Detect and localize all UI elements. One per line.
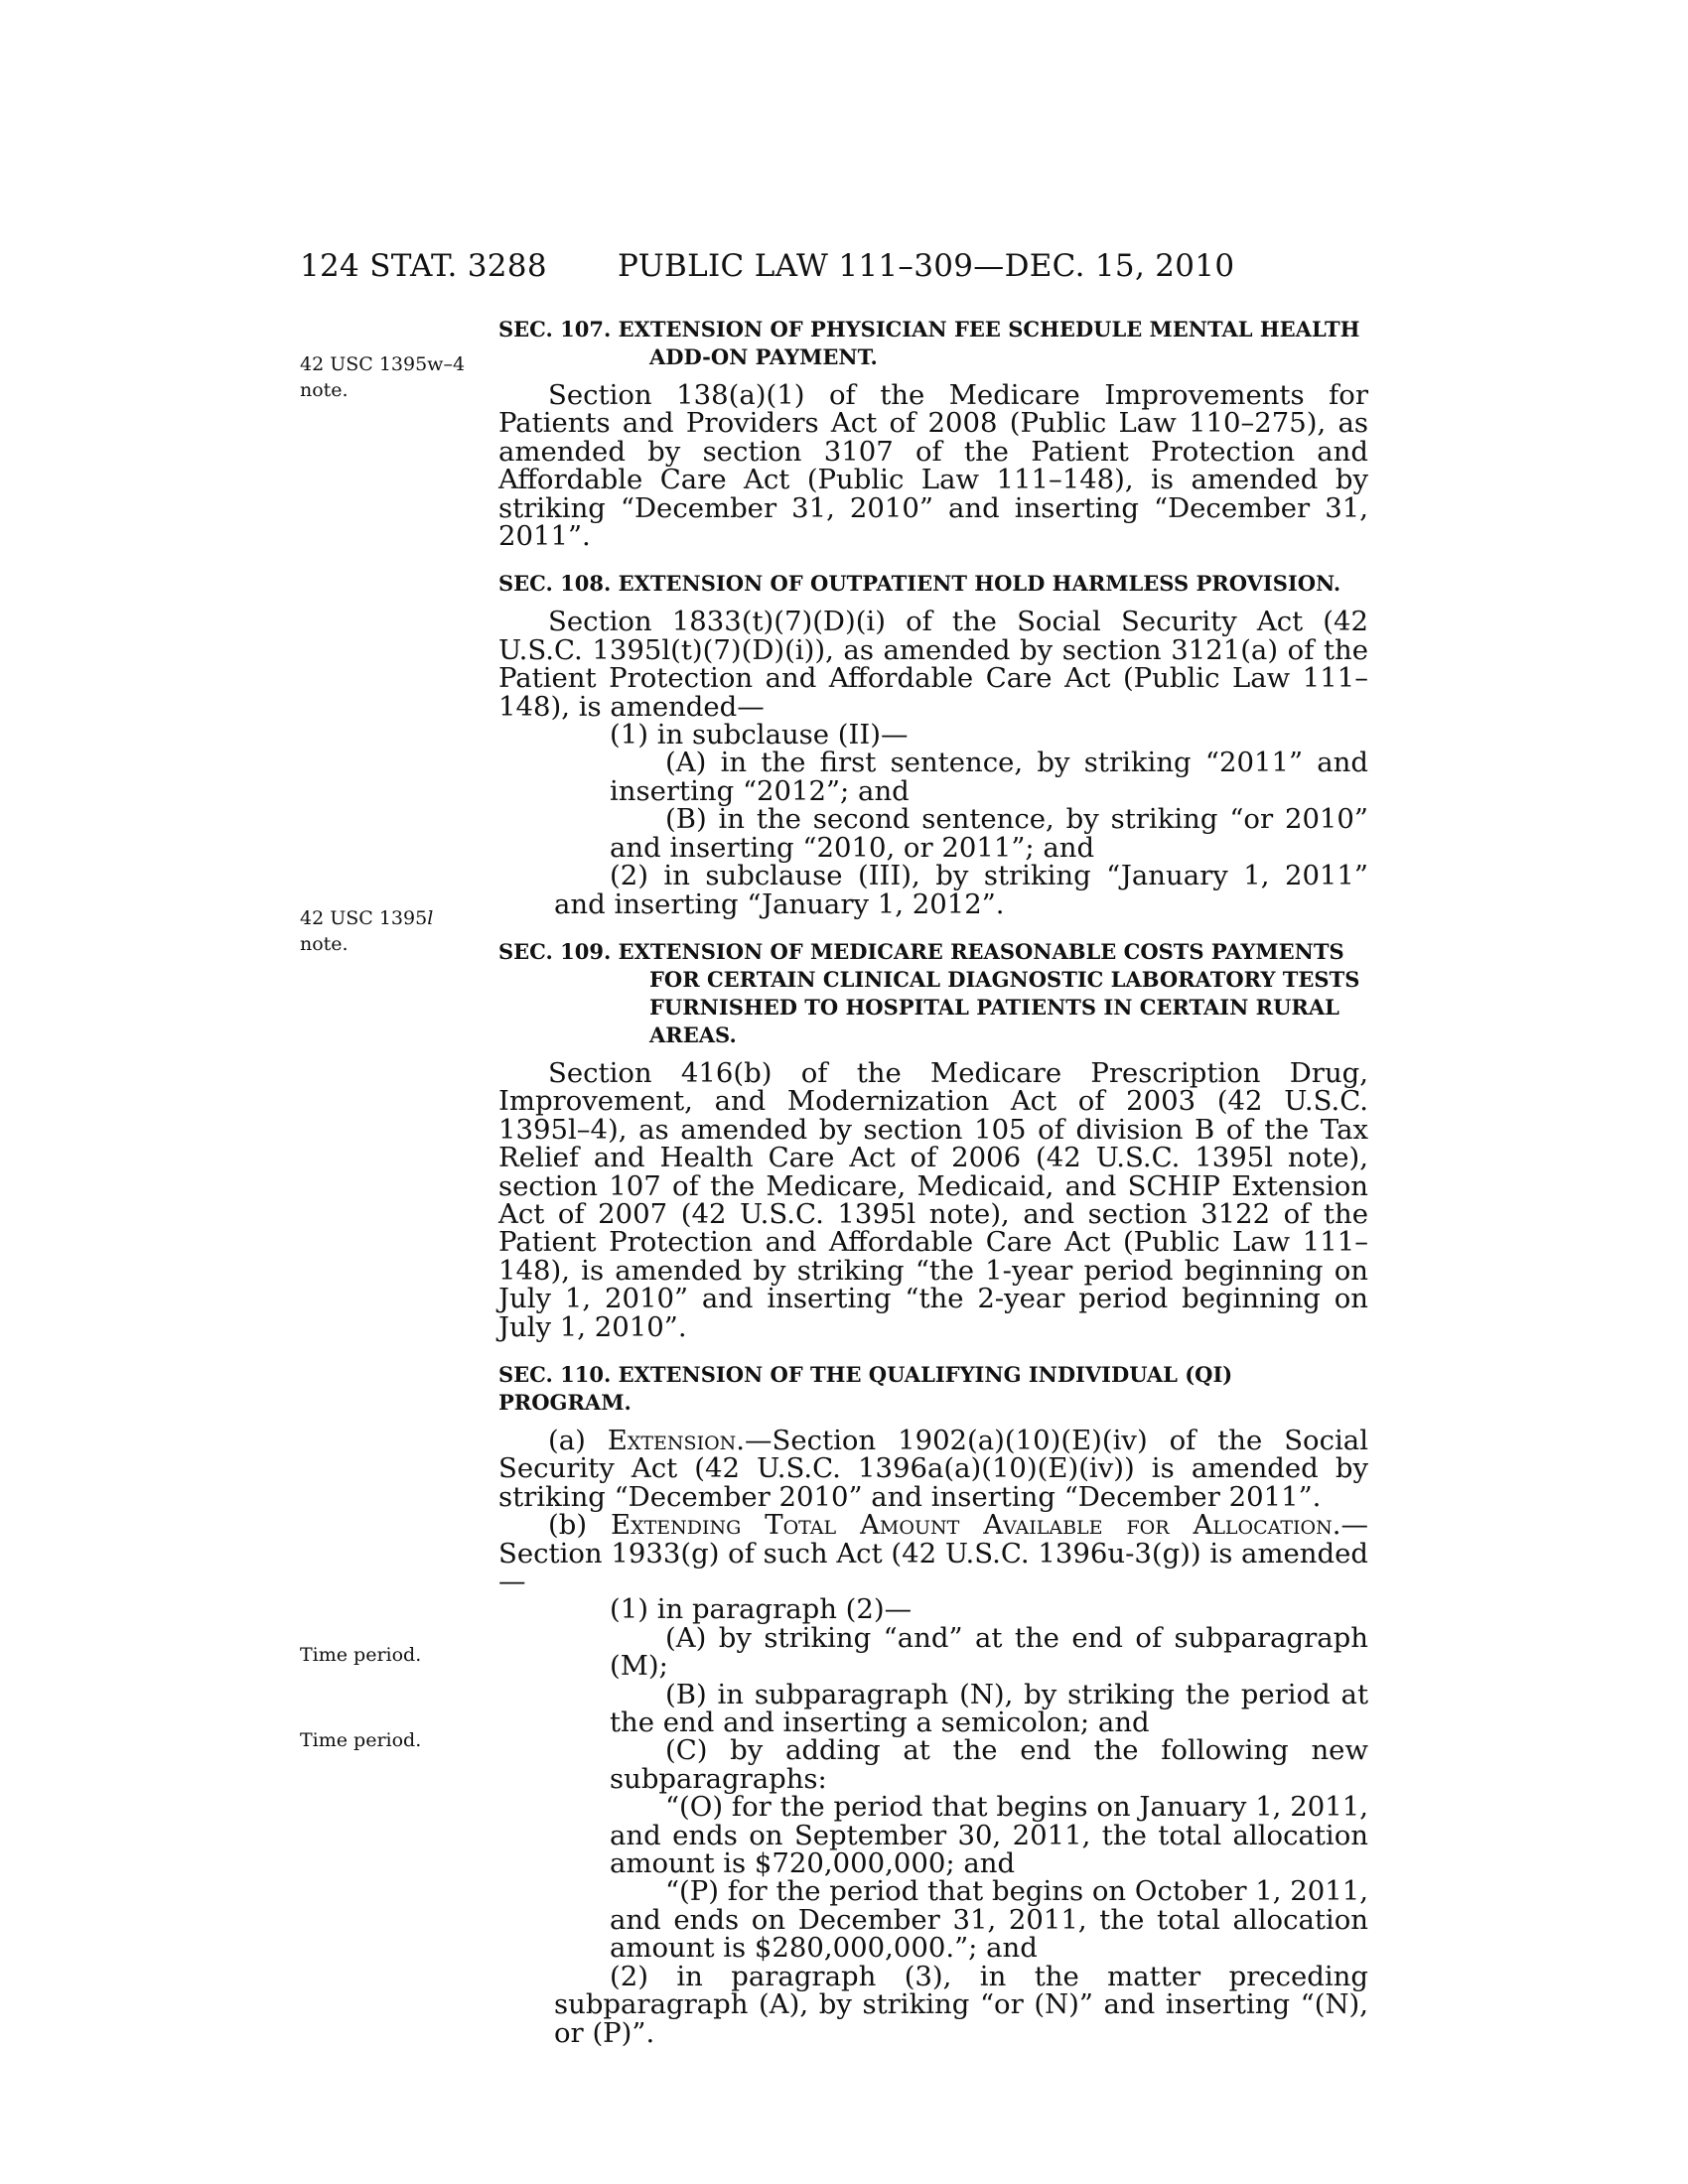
section-107-heading: SEC. 107. EXTENSION OF PHYSICIAN FEE SCHEDULE MENTAL HEALTH ADD-ON PAYMENT.	[498, 317, 1360, 369]
section-110-item-1c: (C) by adding at the end the following new subparagraphs:	[610, 1734, 1368, 1795]
subsection-b-caption: Extending Total Amount Available for Allocation	[611, 1509, 1333, 1542]
section-110-subsection-b: (b) Extending Total Amount Available for Allocation.— Section 1933(g) of such Act (42 U.S.C. 1396u-3(g)) is amended—	[498, 1509, 1368, 1597]
statute-page-number: 124 STAT. 3288	[300, 248, 547, 284]
section-108-item-1a: (A) in the first sentence, by striking “2011” and inserting “2012”; and	[610, 747, 1368, 807]
section-109-text: Section 416(b) of the Medicare Prescription Drug, Improvement, and Modernization Act of 2003 (42 U.S.C. 1395l–4), as amended by section 105 of division B of the Tax Relief and Health Care Act of 2006 (42 U.S.C. 1395l note), section 107 of the Medicare, Medicaid, and SCHIP Extension Act of 2007 (42 U.S.C. 1395l note), and section 3122 of the Patient Protection and Affordable Care Act (Public Law 111–148), is amended by striking “the 1-year period beginning on July 1, 2010” and inserting “the 2-year period beginning on July 1, 2010”.	[498, 1056, 1368, 1343]
section-109-heading: SEC. 109. EXTENSION OF MEDICARE REASONABLE COSTS PAYMENTS FOR CERTAIN CLINICAL DIAGNOSTIC LABORATORY TESTS FURNISHED TO HOSPITAL PATIENTS IN CERTAIN RURAL AREAS.	[498, 938, 1360, 1047]
margin-note-sec109	[300, 905, 479, 957]
section-108-heading: SEC. 108. EXTENSION OF OUTPATIENT HOLD HARMLESS PROVISION.	[498, 571, 1341, 597]
section-110-item-1: (1) in paragraph (2)—	[610, 1593, 913, 1626]
section-110-item-1b: (B) in subparagraph (N), by striking the period at the end and inserting a semicolon; and	[610, 1678, 1368, 1739]
margin-note-line: note.	[300, 379, 349, 401]
section-107-text: Section 138(a)(1) of the Medicare Improvements for Patients and Providers Act of 2008 (Public Law 110–275), as amended by section 3107 of the Patient Protection and Affordable Care Act (Public Law 111–148), is amended by striking “December 31, 2010” and inserting “December 31, 2011”.	[498, 379, 1368, 553]
section-108-item-1: (1) in subclause (II)—	[610, 719, 909, 751]
margin-note-line: 42 USC 1395l	[300, 907, 434, 929]
running-header	[300, 248, 1368, 292]
section-110-subsection-a: (a) Extension.—Section 1902(a)(10)(E)(iv) of the Social Security Act (42 U.S.C. 1396a(a)(10)(E)(iv)) is amended by striking “December 2010” and inserting “December 2011”.	[498, 1424, 1368, 1513]
section-110-heading: SEC. 110. EXTENSION OF THE QUALIFYING INDIVIDUAL (QI) PROGRAM.	[498, 1361, 1233, 1415]
section-110-item-P: “(P) for the period that begins on October 1, 2011, and ends on December 31, 2011, the total allocation amount is $280,000,000.”; and	[610, 1875, 1368, 1965]
subsection-a-caption: Extension	[607, 1424, 737, 1456]
margin-note-time-period: Time period.	[300, 1644, 422, 1666]
section-110-item-2: (2) in paragraph (3), in the matter preceding subparagraph (A), by striking “or (N)” and inserting “(N), or (P)”.	[554, 1960, 1368, 2049]
margin-note-line: note.	[300, 933, 349, 955]
public-law-title: PUBLIC LAW 111–309—DEC. 15, 2010	[618, 248, 1235, 284]
margin-note-sec107	[300, 351, 479, 403]
margin-note-line: 42 USC 1395w–4	[300, 353, 466, 375]
section-110-item-O: “(O) for the period that begins on January 1, 2011, and ends on September 30, 2011, the total allocation amount is $720,000,000; and	[610, 1791, 1368, 1880]
section-108-item-1b: (B) in the second sentence, by striking “or 2010” and inserting “2010, or 2011”; and	[610, 803, 1368, 864]
section-108-intro: Section 1833(t)(7)(D)(i) of the Social Security Act (42 U.S.C. 1395l(t)(7)(D)(i)), as amended by section 3121(a) of the Patient Protection and Affordable Care Act (Public Law 111–148), is amended—	[498, 606, 1368, 723]
margin-note-time-period: Time period.	[300, 1729, 422, 1751]
section-108-item-2: (2) in subclause (III), by striking “January 1, 2011” and inserting “January 1, 2012”.	[554, 860, 1368, 920]
document-body	[498, 316, 1368, 2047]
section-110-item-1a: (A) by striking “and” at the end of subparagraph (M);	[610, 1621, 1368, 1683]
